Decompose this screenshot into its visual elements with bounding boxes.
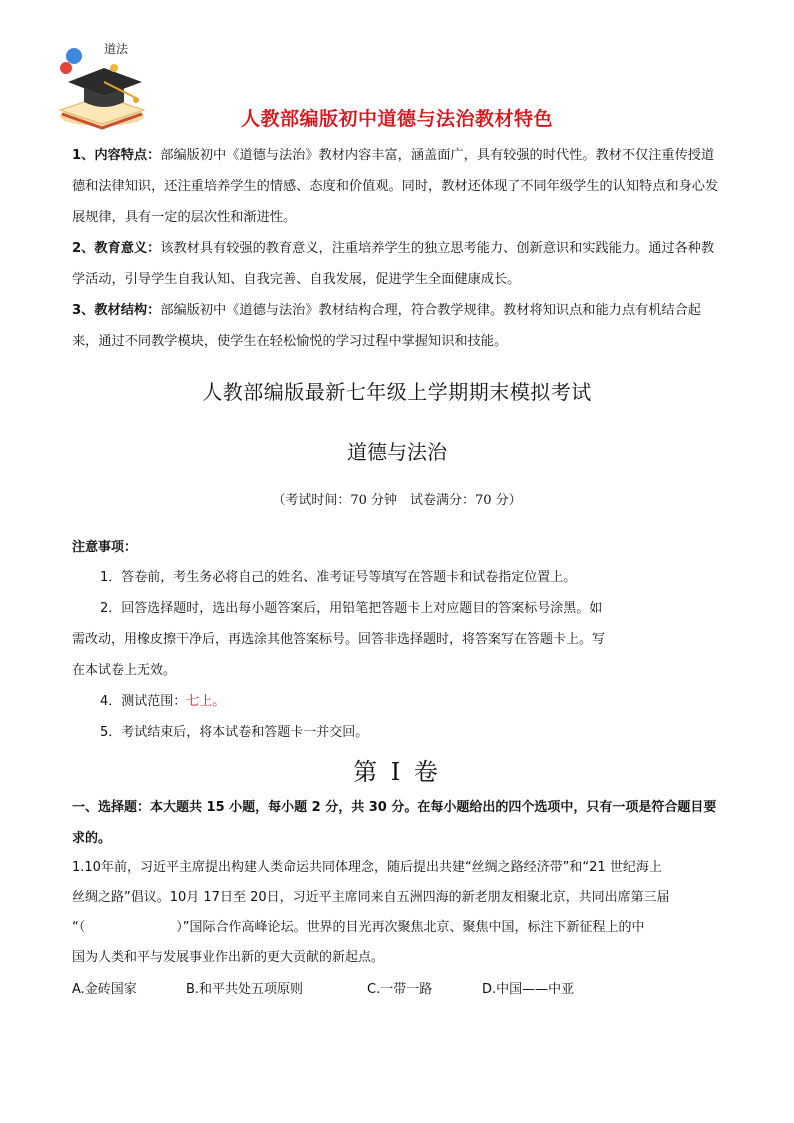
exam-info: （考试时间：70 分钟 试卷满分：70 分） xyxy=(272,493,522,508)
notice-item-2-line2: 需改动，用橡皮擦干净后，再选涂其他答案标号。回答非选择题时，将答案写在答题卡上。写 xyxy=(72,632,606,647)
feature-paragraph-1 xyxy=(72,140,722,233)
question-1-line1: 1.10年前，习近平主席提出构建人类命运共同体理念，随后提出共建“丝绸之路经济带”和“21 世纪海上 xyxy=(72,860,662,875)
question-1-line2: 丝绸之路”倡议。10月 17日至 20日，习近平主席同来自五洲四海的新老朋友相聚北京，共同出席第三届 xyxy=(72,890,670,905)
feature-head-2: 2、教育意义： xyxy=(72,241,161,256)
logo-label: 道法 xyxy=(104,42,129,56)
feature-head-1: 1、内容特点： xyxy=(72,148,161,163)
feature-paragraph-3 xyxy=(72,295,722,357)
notice-item-2-line1: 2．回答选择题时，选出每小题答案后，用铅笔把答题卡上对应题目的答案标号涂黑。如 xyxy=(100,601,603,616)
feature-head-3: 3、教材结构： xyxy=(72,303,161,318)
notice-item-5: 5．考试结束后，将本试卷和答题卡一并交回。 xyxy=(100,725,369,740)
notice-item-4-prefix: 4．测试范围： xyxy=(100,694,187,709)
notice-item-4-suffix: 。 xyxy=(212,694,226,709)
question-1-line4: 国为人类和平与发展事业作出新的更大贡献的新起点。 xyxy=(72,950,385,965)
question-1-options xyxy=(72,978,574,997)
option-d[interactable]: D.中国——中亚 xyxy=(482,982,575,997)
section-heading: 一、选择题：本大题共 15 小题，每小题 2 分，共 30 分。在每小题给出的四个选项中，只有一项是符合题目要求的。 xyxy=(72,800,717,846)
question-1-line3: “（ ）”国际合作高峰论坛。世界的目光再次聚焦北京、聚焦中国，标注下新征程上的中 xyxy=(72,920,645,935)
test-scope-value: 七上 xyxy=(186,694,213,709)
feature-text-2: 该教材具有较强的教育意义，注重培养学生的独立思考能力、创新意识和实践能力。通过各种教学活动，引导学生自我认知、自我完善、自我发展，促进学生全面健康成长。 xyxy=(72,241,715,287)
feature-text-1: 部编版初中《道德与法治》教材内容丰富，涵盖面广，具有较强的时代性。教材不仅注重传授道德和法律知识，还注重培养学生的情感、态度和价值观。同时，教材还体现了不同年级学生的认知特点和身心发展规律，具有一定的层次性和渐进性。 xyxy=(72,148,719,225)
exam-title: 人教部编版最新七年级上学期期末模拟考试 xyxy=(202,380,592,404)
notice-list xyxy=(72,562,722,748)
option-b[interactable]: B.和平共处五项原则 xyxy=(186,982,304,997)
notice-item-2-line3: 在本试卷上无效。 xyxy=(72,663,177,678)
notice-item-4 xyxy=(72,686,722,717)
feature-paragraph-2 xyxy=(72,233,722,295)
option-a[interactable]: A.金砖国家 xyxy=(72,982,137,997)
notice-heading: 注意事项： xyxy=(72,540,138,555)
option-c[interactable]: C.一带一路 xyxy=(367,982,433,997)
notice-item-1: 1．答卷前，考生务必将自己的姓名、准考证号等填写在答题卡和试卷指定位置上。 xyxy=(100,570,577,585)
feature-text-3: 部编版初中《道德与法治》教材结构合理，符合教学规律。教材将知识点和能力点有机结合起来，通过不同教学模块，使学生在轻松愉悦的学习过程中掌握知识和技能。 xyxy=(72,303,701,349)
banner-title: 人教部编版初中道德与法治教材特色 xyxy=(240,108,553,130)
volume-title: 第 I 卷 xyxy=(353,758,441,786)
question-1 xyxy=(72,853,722,973)
exam-subject: 道德与法治 xyxy=(347,440,447,464)
